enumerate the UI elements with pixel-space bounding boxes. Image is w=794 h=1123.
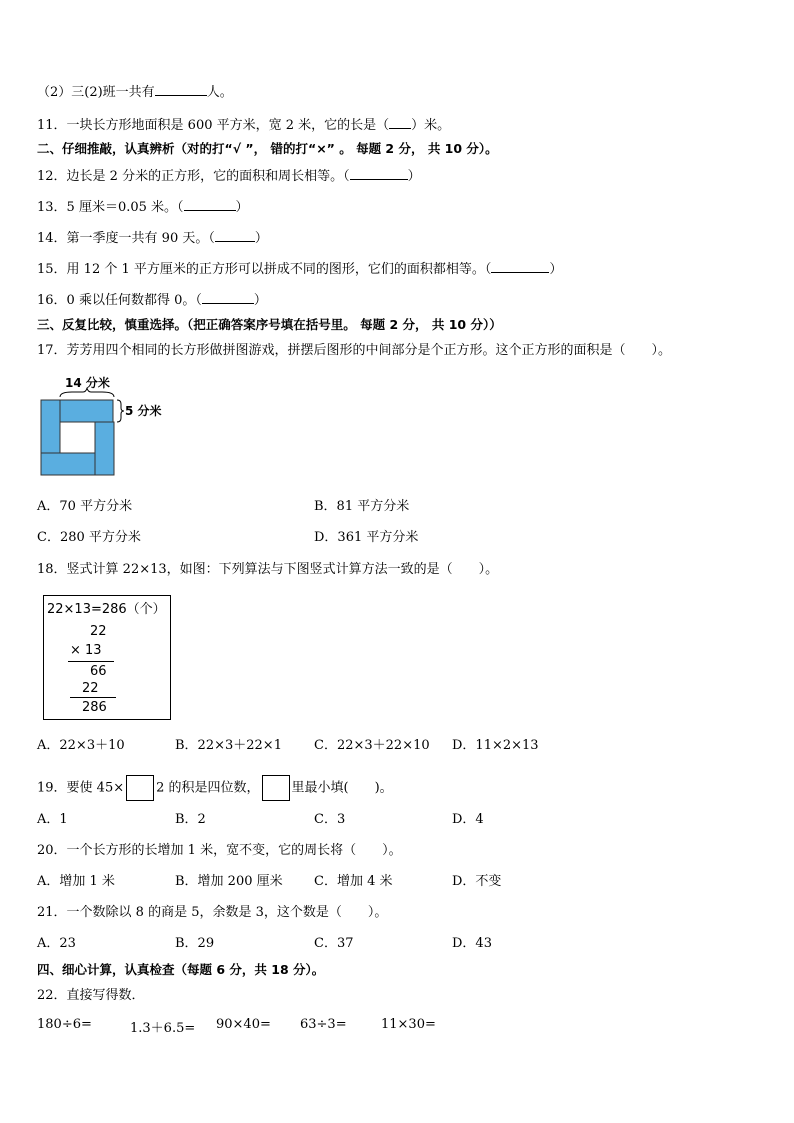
calc-row-5: 286 bbox=[82, 700, 107, 715]
answer-box[interactable] bbox=[126, 775, 154, 801]
side-label: 5 分米 bbox=[125, 404, 162, 418]
answer-blank[interactable] bbox=[202, 290, 254, 304]
question-20: 20．一个长方形的长增加 1 米，宽不变，它的周长将（ ）。 bbox=[37, 843, 402, 858]
question-12: 12．边长是 2 分米的正方形，它的面积和周长相等。（ ） bbox=[37, 166, 421, 186]
question-18: 18．竖式计算 22×13，如图：下列算法与下图竖式计算方法一致的是（ ）。 bbox=[37, 562, 499, 577]
section-4-heading: 四、细心计算，认真检查（每题 6 分，共 18 分）。 bbox=[37, 962, 325, 977]
q21-option-c[interactable]: C．37 bbox=[314, 936, 354, 951]
calc-item-1: 180÷6= bbox=[37, 1017, 92, 1032]
q17-option-d[interactable]: D．361 平方分米 bbox=[314, 530, 419, 545]
q20-option-b[interactable]: B．增加 200 厘米 bbox=[175, 874, 283, 889]
q19-option-d[interactable]: D．4 bbox=[452, 812, 484, 827]
q17-option-c[interactable]: C．280 平方分米 bbox=[37, 530, 141, 545]
section-2-heading: 二、仔细推敲，认真辨析（对的打“√ ”， 错的打“×” 。 每题 2 分， 共 10 分）。 bbox=[37, 141, 498, 156]
calc-line-1 bbox=[68, 661, 114, 662]
question-21: 21．一个数除以 8 的商是 5，余数是 3，这个数是（ ）。 bbox=[37, 905, 388, 920]
rect-top bbox=[60, 400, 113, 422]
answer-blank[interactable] bbox=[350, 166, 408, 180]
question-10-2: （2）三(2)班一共有 人。 bbox=[37, 82, 233, 102]
rect-left bbox=[41, 400, 60, 453]
q20-option-a[interactable]: A．增加 1 米 bbox=[37, 874, 115, 889]
calc-line-2 bbox=[70, 697, 116, 698]
calc-item-2: 1.3＋6.5= bbox=[130, 1021, 196, 1036]
side-brace bbox=[117, 400, 124, 422]
calc-row-1: 22 bbox=[90, 624, 107, 639]
answer-box-reference bbox=[262, 775, 290, 801]
calc-item-5: 11×30= bbox=[381, 1017, 436, 1032]
q18-option-d[interactable]: D．11×2×13 bbox=[452, 738, 539, 753]
q17-option-b[interactable]: B．81 平方分米 bbox=[314, 499, 410, 514]
q18-vertical-calculation bbox=[43, 595, 171, 720]
question-14: 14．第一季度一共有 90 天。（ ） bbox=[37, 228, 268, 248]
q18-option-c[interactable]: C．22×3＋22×10 bbox=[314, 738, 430, 753]
q18-option-b[interactable]: B．22×3＋22×1 bbox=[175, 738, 282, 753]
question-15: 15．用 12 个 1 平方厘米的正方形可以拼成不同的图形，它们的面积都相等。（ ） bbox=[37, 259, 562, 279]
calc-row-2: × 13 bbox=[70, 643, 102, 658]
q19-option-c[interactable]: C．3 bbox=[314, 812, 346, 827]
question-11: 11．一块长方形地面积是 600 平方米，宽 2 米，它的长是（ ）米。 bbox=[37, 115, 450, 135]
q17-option-a[interactable]: A．70 平方分米 bbox=[37, 499, 133, 514]
q21-option-d[interactable]: D．43 bbox=[452, 936, 492, 951]
question-17: 17．芳芳用四个相同的长方形做拼图游戏，拼摆后图形的中间部分是个正方形。这个正方形的面积是（ ）。 bbox=[37, 343, 672, 358]
q21-option-a[interactable]: A．23 bbox=[37, 936, 76, 951]
rect-right bbox=[95, 422, 114, 475]
calc-header: 22×13=286（个） bbox=[47, 602, 166, 617]
q20-option-d[interactable]: D．不变 bbox=[452, 874, 502, 889]
answer-blank[interactable] bbox=[155, 82, 207, 96]
answer-blank[interactable] bbox=[389, 115, 411, 129]
answer-blank[interactable] bbox=[184, 197, 236, 211]
section-3-heading: 三、反复比较，慎重选择。（把正确答案序号填在括号里。 每题 2 分， 共 10 分）） bbox=[37, 317, 502, 332]
rect-bottom bbox=[41, 453, 95, 475]
answer-blank[interactable] bbox=[491, 259, 549, 273]
calc-item-3: 90×40= bbox=[216, 1017, 271, 1032]
q17-figure bbox=[37, 375, 177, 480]
q19-option-b[interactable]: B．2 bbox=[175, 812, 206, 827]
top-label: 14 分米 bbox=[65, 376, 110, 390]
q19-option-a[interactable]: A．1 bbox=[37, 812, 68, 827]
answer-blank[interactable] bbox=[215, 228, 255, 242]
center-square bbox=[60, 422, 95, 453]
calc-item-4: 63÷3= bbox=[300, 1017, 347, 1032]
calc-row-4: 22 bbox=[82, 681, 99, 696]
q21-option-b[interactable]: B．29 bbox=[175, 936, 215, 951]
question-16: 16．0 乘以任何数都得 0。（ ） bbox=[37, 290, 267, 310]
calc-row-3: 66 bbox=[90, 664, 107, 679]
q20-option-c[interactable]: C．增加 4 米 bbox=[314, 874, 393, 889]
question-22: 22．直接写得数． bbox=[37, 988, 145, 1003]
question-19: 19．要使 45× 2 的积是四位数， 里最小填( )。 bbox=[37, 775, 393, 801]
q18-option-a[interactable]: A．22×3＋10 bbox=[37, 738, 125, 753]
question-13: 13．5 厘米＝0.05 米。（ ） bbox=[37, 197, 249, 217]
